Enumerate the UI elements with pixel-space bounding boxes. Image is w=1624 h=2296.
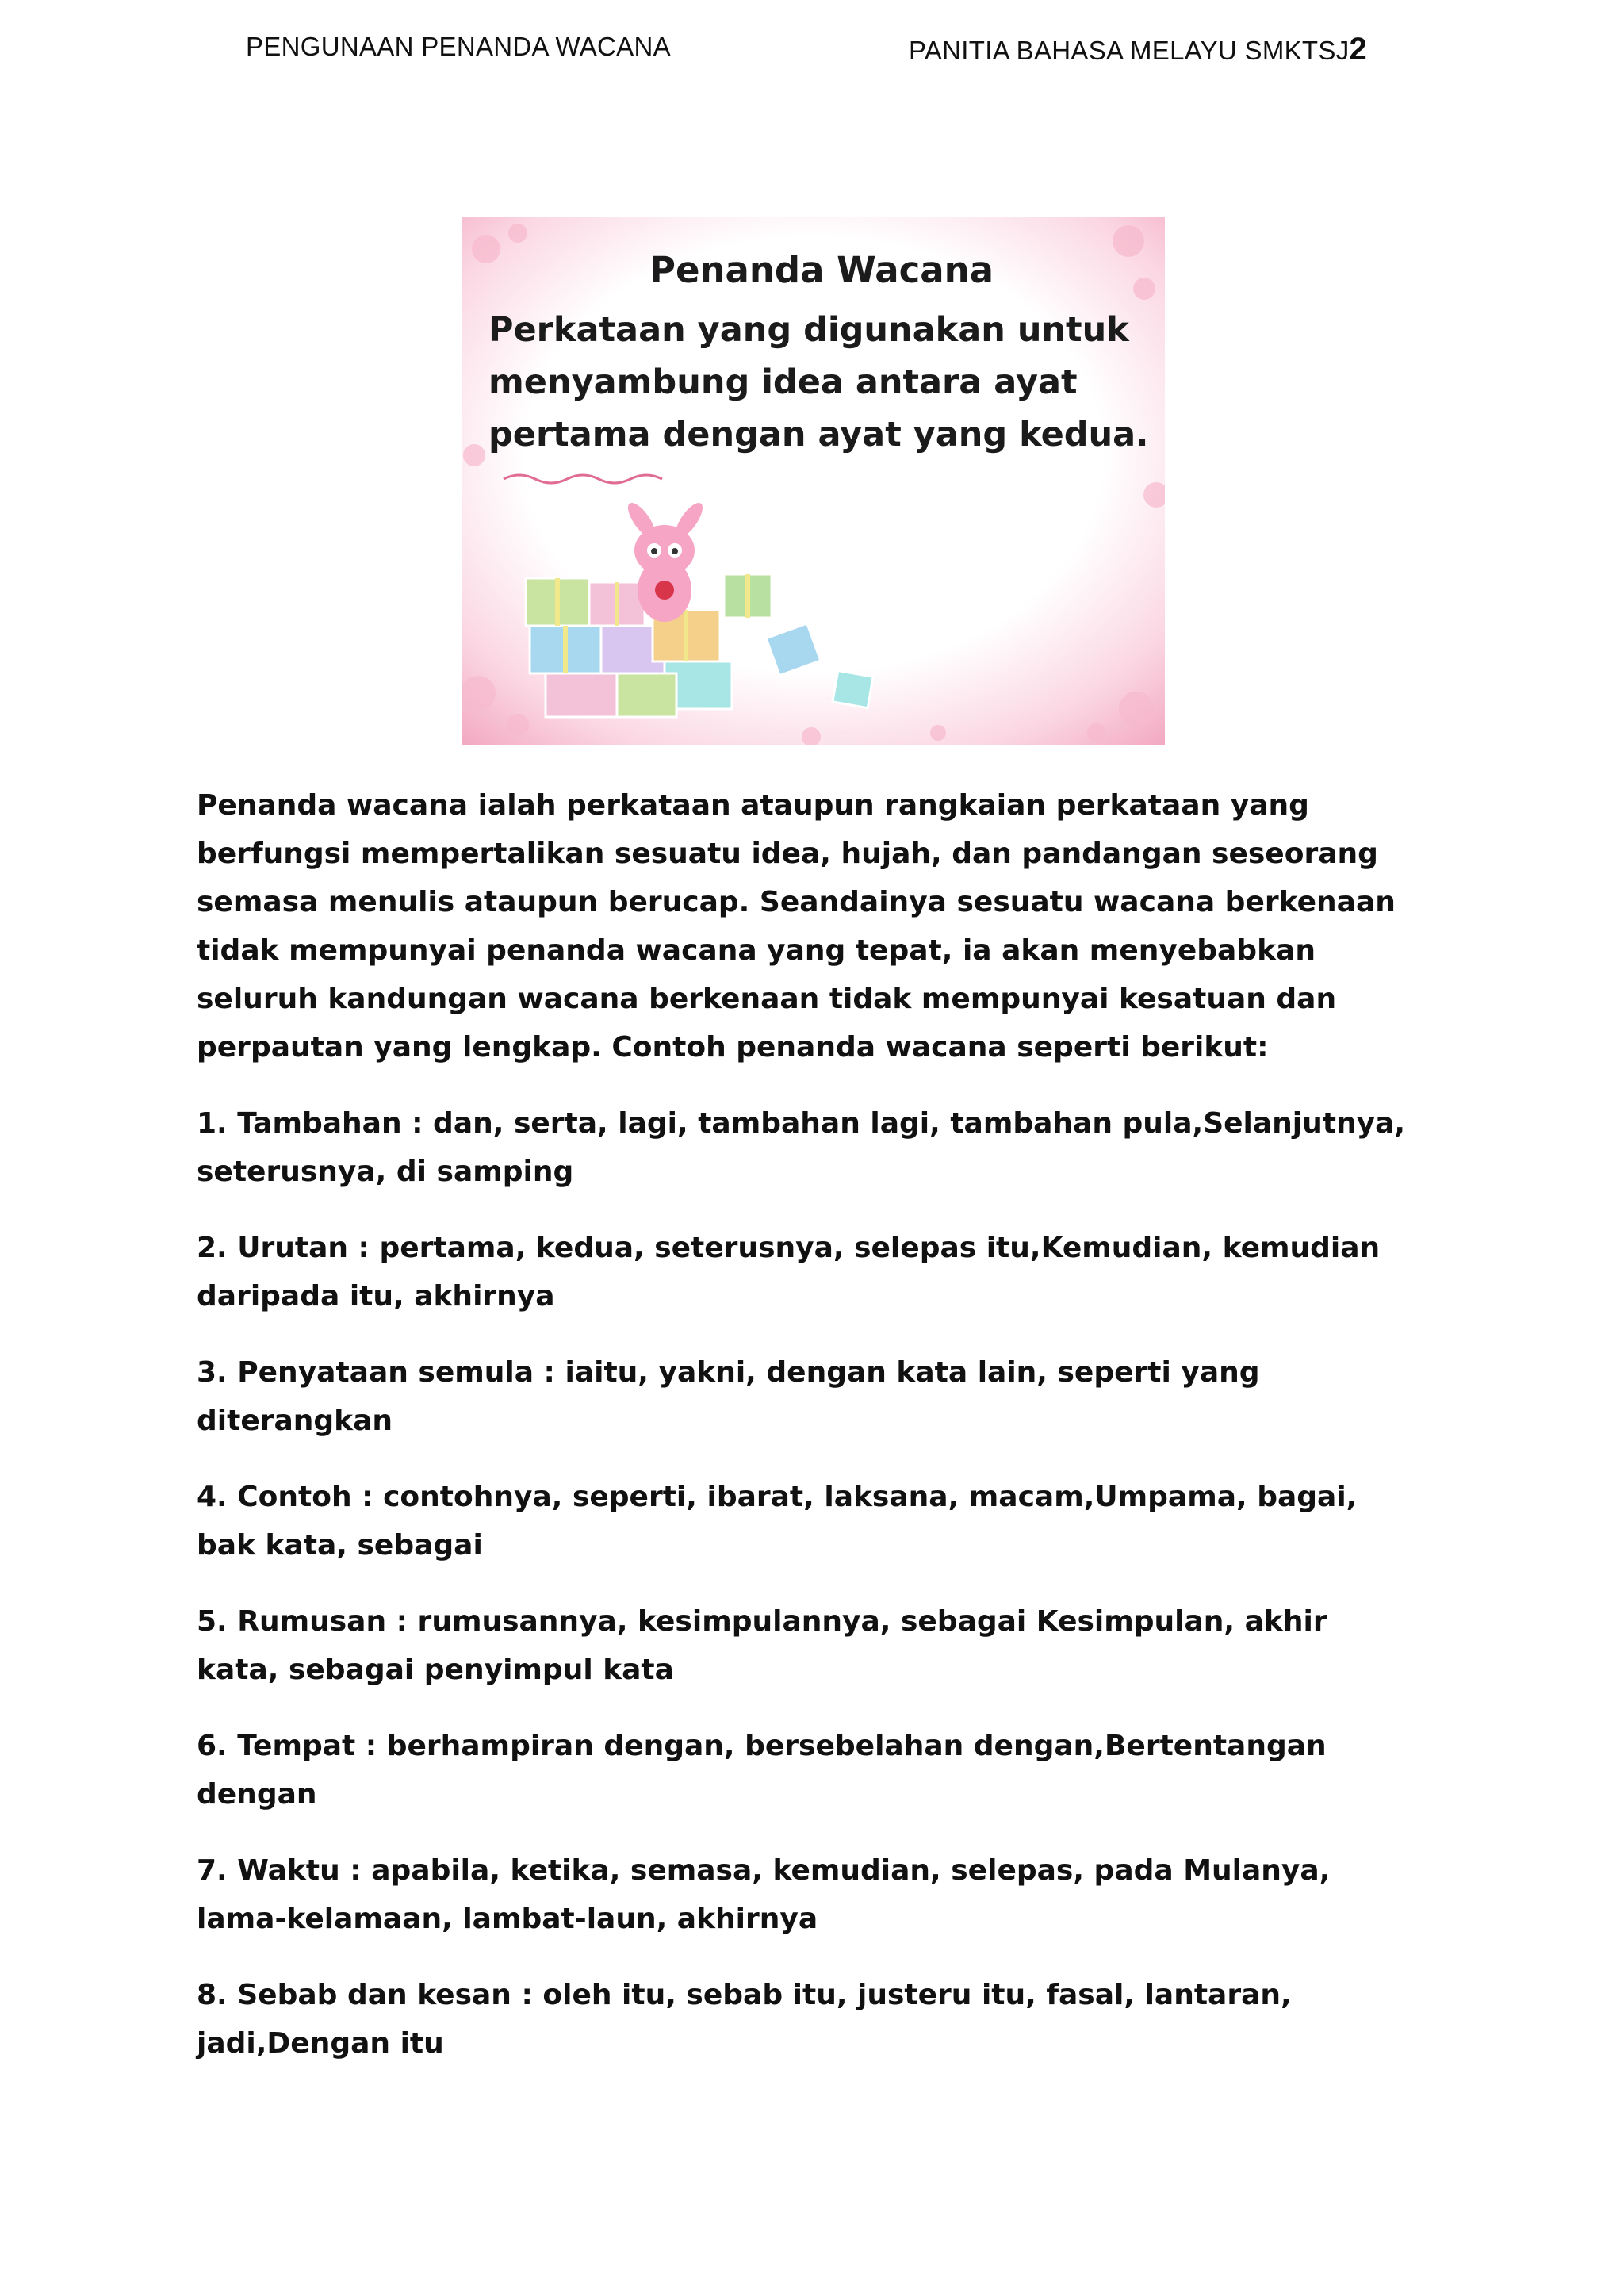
page-number: 2: [1349, 32, 1368, 67]
document-body: [197, 781, 1434, 2095]
intro-line: semasa menulis ataupun berucap. Seandainya sesuatu wacana berkenaan: [197, 886, 1396, 918]
list-item-penyataan-semula: 3. Penyataan semula : iaitu, yakni, dengan kata lain, seperti yang diterangkan: [197, 1356, 1260, 1437]
banner-title: Penanda Wacana: [649, 249, 994, 291]
list-item-waktu: 7. Waktu : apabila, ketika, semasa, kemudian, selepas, pada Mulanya, lama-kelamaan, lambat-laun, akhirnya: [197, 1854, 1331, 1935]
intro-line: seluruh kandungan wacana berkenaan tidak mempunyai kesatuan dan: [197, 983, 1337, 1015]
intro-line: berfungsi mempertalikan sesuatu idea, hujah, dan pandangan seseorang: [197, 838, 1378, 870]
banner-definition-line: Perkataan yang digunakan untuk: [488, 310, 1129, 350]
page-header: [246, 29, 1380, 68]
banner-definition-line: menyambung idea antara ayat: [488, 362, 1078, 402]
intro-paragraph: [197, 781, 1434, 1071]
intro-line: perpautan yang lengkap. Contoh penanda wacana seperti berikut:: [197, 1031, 1269, 1064]
banner-definition: [488, 304, 1155, 461]
banner-definition-line: pertama dengan ayat yang kedua.: [488, 415, 1149, 454]
intro-line: Penanda wacana ialah perkataan ataupun rangkaian perkataan yang: [197, 789, 1309, 822]
list-item-urutan: 2. Urutan : pertama, kedua, seterusnya, selepas itu,Kemudian, kemudian daripada itu, akhirnya: [197, 1232, 1381, 1313]
list-item-contoh: 4. Contoh : contohnya, seperti, ibarat, laksana, macam,Umpama, bagai, bak kata, sebagai: [197, 1481, 1358, 1562]
intro-line: tidak mempunyai penanda wacana yang tepat, ia akan menyebabkan: [197, 934, 1316, 967]
header-panel-name: PANITIA BAHASA MELAYU SMKTSJ2: [909, 32, 1368, 67]
list-item-sebab-dan-kesan: 8. Sebab dan kesan : oleh itu, sebab itu, justeru itu, fasal, lantaran, jadi,Dengan itu: [197, 1979, 1292, 2060]
list-item-rumusan: 5. Rumusan : rumusannya, kesimpulannya, sebagai Kesimpulan, akhir kata, sebagai penyimpul kata: [197, 1605, 1327, 1686]
list-item-tambahan: 1. Tambahan : dan, serta, lagi, tambahan lagi, tambahan pula,Selanjutnya, seterusnya, di samping: [197, 1107, 1406, 1188]
header-document-title: PENGUNAAN PENANDA WACANA: [246, 32, 671, 61]
list-item-tempat: 6. Tempat : berhampiran dengan, bersebelahan dengan,Bertentangan dengan: [197, 1730, 1327, 1811]
penanda-wacana-banner-image: [462, 217, 1165, 745]
